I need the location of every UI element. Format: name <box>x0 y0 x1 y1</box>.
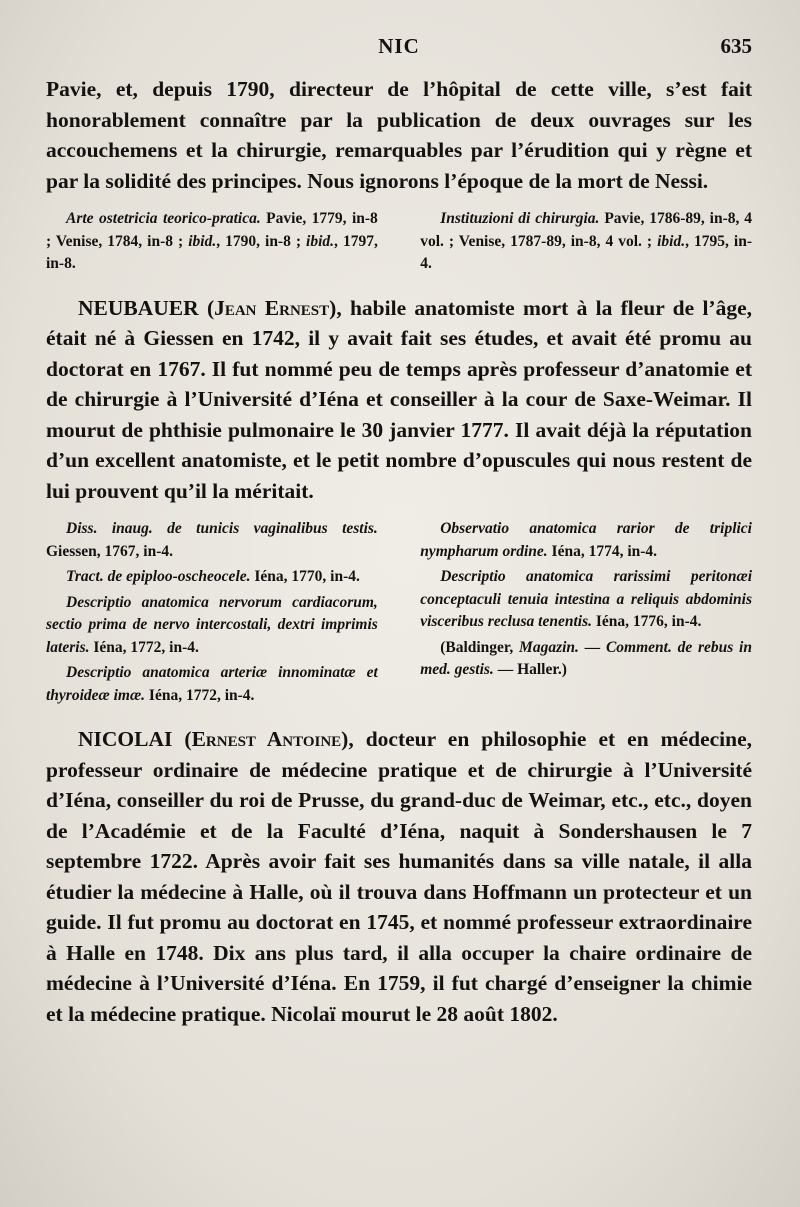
paragraph-nessi-end: Pavie, et, depuis 1790, directeur de l’hôpital de cette ville, s’est fait honorablement connaître par la publication de deux ouvrages sur les accouchemens et la chirurgie, remarquables par l’érudition qui y règne et par la solidité des principes. Nous ignorons l’époque de la mort de Nessi. <box>46 77 752 193</box>
bibliography-nessi <box>46 208 752 279</box>
running-head <box>46 34 752 74</box>
bibliography-right-column <box>420 208 752 279</box>
page-number: 635 <box>720 34 752 58</box>
reference-item: Instituzioni di chirurgia. Pavie, 1786-89, in-8, 4 vol. ; Venise, 1787-89, in-8, 4 vol. ; ibid., 1795, in-4. <box>420 210 753 272</box>
reference-item: Tract. de epiploo-oscheocele. Iéna, 1770, in-4. <box>66 568 360 585</box>
bibliography-left-column <box>46 208 378 279</box>
reference-item: Observatio anatomica rarior de triplici nympharum ordine. Iéna, 1774, in-4. <box>420 520 752 560</box>
entry-name: NEUBAUER <box>78 295 199 320</box>
entry-neubauer: NEUBAUER (Jean Ernest), habile anatomiste mort à la fleur de l’âge, était né à Giessen en 1742, il y avait fait ses études, et avait été promu au doctorat en 1767. Il fut nommé peu de temps après professeur d’anatomie et de chirurgie à l’Université d’Iéna et conseiller à la cour de Saxe-Weimar. Il mourut de phthisie pulmonaire le 30 janvier 1777. Il avait déjà la réputation d’un excellent anatomiste, et le petit nombre d’opuscules qui nous restent de lui prouvent qu’il la méritait. <box>46 295 752 503</box>
reference-item: Descriptio anatomica rarissimi peritonæi conceptaculi tenuia intestina a reliquis abdominis visceribus reclusa tenentis. Iéna, 1776, in-4. <box>420 568 752 630</box>
entry-name: NICOLAI <box>78 727 173 751</box>
bibliography-neubauer <box>46 518 752 710</box>
bibliography-left-column <box>46 518 378 710</box>
bibliography-right-column <box>420 518 752 710</box>
reference-item: Arte ostetricia teorico-pratica. Pavie, 1779, in-8 ; Venise, 1784, in-8 ; ibid., 1790, in-8 ; ibid., 1797, in-8. <box>46 210 378 272</box>
running-title: NIC <box>378 34 420 58</box>
reference-item: Descriptio anatomica nervorum cardiacorum, sectio prima de nervo intercostali, dextri imprimis lateris. Iéna, 1772, in-4. <box>46 593 378 656</box>
reference-item: Diss. inaug. de tunicis vaginalibus testis. Giessen, 1767, in-4. <box>46 520 378 560</box>
entry-given-names: (Jean Ernest) <box>206 295 337 320</box>
entry-nicolai: NICOLAI (Ernest Antoine), docteur en philosophie et en médecine, professeur ordinaire de médecine pratique et de chirurgie à l’Université d’Iéna, conseiller du roi de Prusse, du grand-duc de Weimar, etc., etc., doyen de l’Académie et de la Faculté d’Iéna, naquit à Sondershausen le 7 septembre 1722. Après avoir fait ses humanités dans sa ville natale, il alla étudier la médecine à Halle, où il trouva dans Hoffmann un protecteur et un guide. Il fut promu au doctorat en 1745, et nommé professeur extraordinaire à Halle en 1748. Dix ans plus tard, il alla occuper la chaire ordinaire de médecine à l’Université d’Iéna. En 1759, il fut chargé d’enseigner la chimie et la médecine pratique. Nicolaï mourut le 28 août 1802. <box>46 727 752 1026</box>
reference-item: Descriptio anatomica arteriæ innominatæ et thyroideæ imæ. Iéna, 1772, in-4. <box>46 664 378 704</box>
sources-note: (Baldinger, Magazin. — Comment. de rebus in med. gestis. — Haller.) <box>420 638 752 678</box>
entry-given-names: (Ernest Antoine) <box>184 727 349 751</box>
